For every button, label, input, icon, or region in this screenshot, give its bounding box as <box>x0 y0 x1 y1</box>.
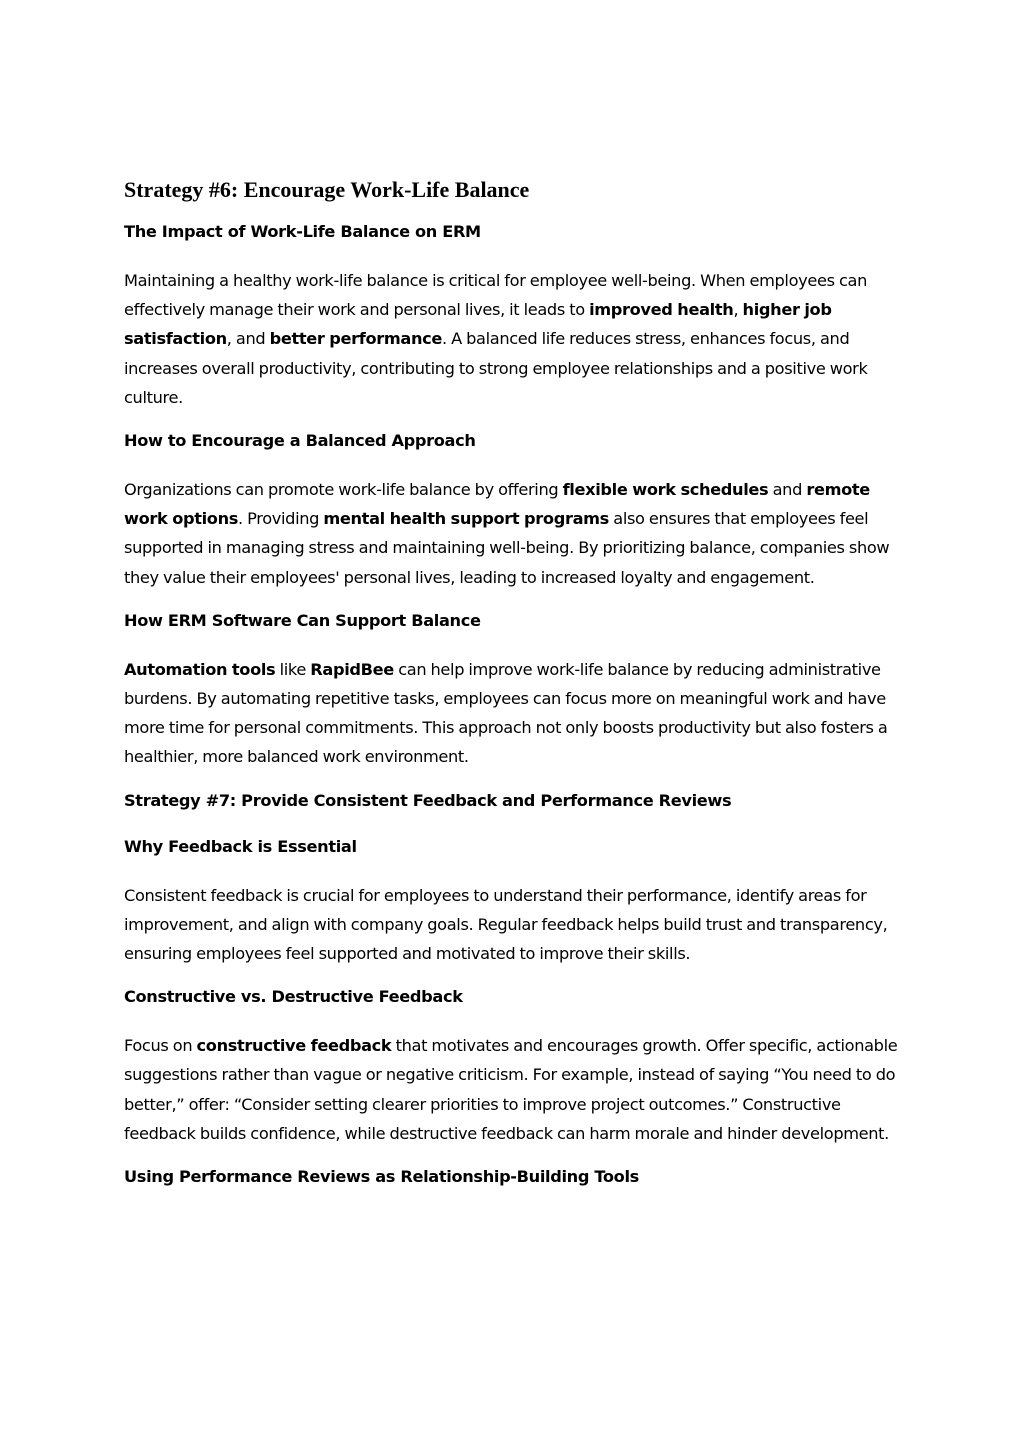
document-body <box>124 174 904 1211</box>
section-heading-impact: The Impact of Work-Life Balance on ERM <box>124 222 481 241</box>
section-heading-performance-reviews: Using Performance Reviews as Relationship-Building Tools <box>124 1167 639 1187</box>
bold-phrase: better performance <box>269 329 443 349</box>
paragraph-impact: Maintaining a healthy work-life balance is critical for employee well-being. When employees can effectively manage their work and personal lives, it leads to improved health, higher job satisfaction, and better performance. A balanced life reduces stress, enhances focus, and increases overall productivity, contributing to strong employee relationships and a positive work culture. <box>124 271 868 407</box>
bold-phrase: higher job satisfaction <box>124 300 832 349</box>
bold-phrase: mental health support programs <box>323 509 609 529</box>
bold-phrase: constructive feedback <box>196 1036 392 1056</box>
section-heading-erm-software: How ERM Software Can Support Balance <box>124 610 481 630</box>
bold-phrase: RapidBee <box>310 659 394 679</box>
bold-phrase: remote work options <box>124 480 870 529</box>
paragraph-erm-software: Automation tools like RapidBee can help improve work-life balance by reducing administrative burdens. By automating repetitive tasks, employees can focus more on meaningful work and have more time for personal commitments. This approach not only boosts productivity but also fosters a healthier, more balanced work environment. <box>124 659 888 767</box>
paragraph-why-feedback: Consistent feedback is crucial for employees to understand their performance, identify areas for improvement, and align with company goals. Regular feedback helps build trust and transparency, ensuring employees feel supported and motivated to improve their skills. <box>124 885 888 964</box>
bold-phrase: improved health <box>589 300 734 320</box>
section-heading-why-feedback: Why Feedback is Essential <box>124 836 357 856</box>
document-title: Strategy #6: Encourage Work-Life Balance <box>124 177 530 202</box>
paragraph-encourage: Organizations can promote work-life balance by offering flexible work schedules and remote work options. Providing mental health support programs also ensures that employees feel supported in managing stress and maintaining well-being. By prioritizing balance, companies show they value their employees' personal lives, leading to increased loyalty and engagement. <box>124 480 890 587</box>
bold-phrase: Automation tools <box>124 659 276 679</box>
paragraph-constructive: Focus on constructive feedback that motivates and encourages growth. Offer specific, actionable suggestions rather than vague or negative criticism. For example, instead of saying “You need to do better,” offer: “Consider setting clearer priorities to improve project outcomes.” Constructive feedback builds confidence, while destructive feedback can harm morale and hinder development. <box>124 1036 898 1143</box>
bold-phrase: flexible work schedules <box>562 480 769 500</box>
section-heading-constructive: Constructive vs. Destructive Feedback <box>124 987 463 1007</box>
section-heading-strategy-7: Strategy #7: Provide Consistent Feedback and Performance Reviews <box>124 790 732 810</box>
section-heading-encourage: How to Encourage a Balanced Approach <box>124 431 476 451</box>
